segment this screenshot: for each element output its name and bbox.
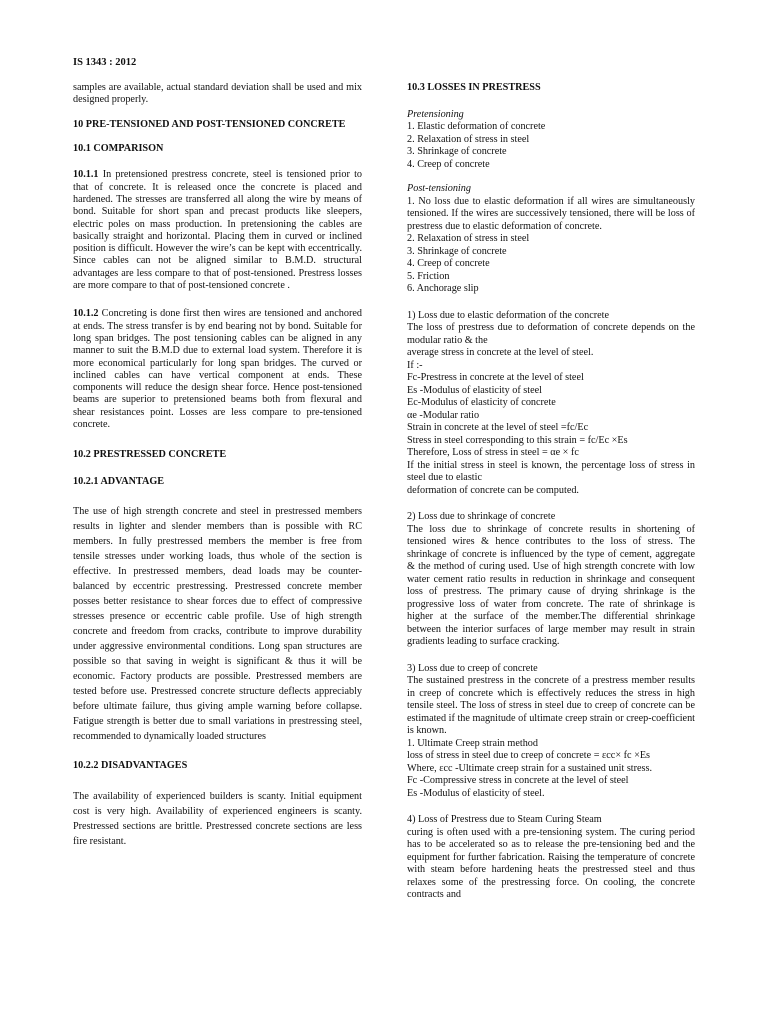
loss-3-line: Es -Modulus of elasticity of steel. bbox=[407, 787, 545, 799]
post-tensioning-item: 4. Creep of concrete bbox=[407, 258, 490, 269]
loss-1-line: 1) Loss due to elastic deformation of the concrete bbox=[407, 309, 609, 321]
paragraph-10-1-1 bbox=[73, 169, 362, 292]
loss-1-line: Therefore, Loss of stress in steel = αe × fc bbox=[407, 447, 579, 458]
document-id: IS 1343 : 2012 bbox=[73, 57, 137, 68]
loss-1-line: Strain in concrete at the level of steel =fc/Ec bbox=[407, 422, 589, 433]
left-column bbox=[73, 82, 362, 849]
loss-3-paragraph: The sustained prestress in the concrete of a prestress member results in creep of concrete which is effectively reduces the stress in high tensile steel. The loss of stress in steel due to creep of concrete can be estimated if the magnitude of ultimate creep strain or creep-coefficient is known. bbox=[407, 675, 695, 736]
loss-2-paragraph: The loss due to shrinkage of concrete results in shortening of tensioned wires & hence contributes to the loss of stress. The shrinkage of concrete is influenced by the type of cement, aggregate & the method of curing used. Use of high strength concrete with low water cement ratio results in reduction in shrinkage and consequent loss of prestress. The primary cause of drying shrinkage is the progressive loss of water from concrete. The rate of shrinkage is higher at the surface of the member.The differential shrinkage between the interior surfaces of large member may result in strain gradients leading to surface cracking. bbox=[407, 523, 695, 647]
loss-1-line: αe -Modular ratio bbox=[407, 409, 480, 421]
paragraph-10-1-2-text: Concreting is done first then wires are tensioned and anchored at ends. The stress transfer is by end bearing not by bond. Suitable for long span bridges. The post tensioning cables can be aligned in any manner to suit the B.M.D due to external load system. Therefore it is more economical particularly for long span bridges. The curved or inclined cables can have vertical component at ends. These components will reduce the design shear force. Hence post-tensioned beams are superior to pretensioned beams both from flexural and shear resistances point. Losses are less compare to pre-tensioned concrete. bbox=[73, 308, 362, 431]
advantage-paragraph: The use of high strength concrete and steel in prestressed members results in lighter and slender members than is possible with RC members. In fully prestressed members the member is free from tensile stresses under working loads, thus whole of the section is effective. In prestressed members, dead loads may be counter-balanced by eccentric prestressing. Prestressed concrete member posses better resistance to shear forces due to effect of compressive stresses presence or eccentric cable profile. Use of high strength concrete and freedom from cracks, contribute to improve durability under aggressive environmental conditions. Long span structures are possible so that saving in weight is significant & thus it will be economic. Factory products are possible. Prestressed members are tested before use. Prestressed concrete structure deflects appreciably before ultimate failure, thus giving ample warning before collapse. Fatigue strength is better due to small variations in prestressing steel, recommended to dynamically loaded structures bbox=[73, 506, 362, 743]
section-10-2-2-heading: 10.2.2 DISADVANTAGES bbox=[73, 760, 188, 772]
paragraph-10-1-2-number: 10.1.2 bbox=[73, 308, 99, 320]
loss-3-line: Fc -Compressive stress in concrete at the level of steel bbox=[407, 775, 629, 786]
pretensioning-item: 2. Relaxation of stress in steel bbox=[407, 133, 530, 145]
section-10-1-heading: 10.1 COMPARISON bbox=[73, 142, 164, 154]
loss-3-heading: 3) Loss due to creep of concrete bbox=[407, 662, 538, 674]
intro-paragraph: samples are available, actual standard deviation shall be used and mix designed properly. bbox=[73, 82, 362, 106]
loss-4-heading: 4) Loss of Prestress due to Steam Curing Steam bbox=[407, 814, 602, 825]
paragraph-10-1-2 bbox=[73, 308, 362, 431]
pretensioning-item: 1. Elastic deformation of concrete bbox=[407, 121, 546, 132]
right-column bbox=[407, 82, 695, 902]
loss-1-line: deformation of concrete can be computed. bbox=[407, 484, 579, 496]
pretensioning-item: 3. Shrinkage of concrete bbox=[407, 146, 507, 157]
loss-1-line: average stress in concrete at the level of steel. bbox=[407, 347, 594, 358]
loss-2-heading: 2) Loss due to shrinkage of concrete bbox=[407, 511, 556, 522]
loss-3-line: Where, εcc -Ultimate creep strain for a sustained unit stress. bbox=[407, 762, 653, 774]
paragraph-10-1-1-text: In pretensioned prestress concrete, steel is tensioned prior to that of concrete. It is released once the concrete is placed and hardened. The stresses are transferred all along the wire by means of bond. Suitable for short span and precast products like sleepers, electric poles on mass production. In pretensioning the cables are basically straight and horizontal. Placing them in curved or inclined position is difficult. However the wire’s can be kept with eccentrically. Since cables can not be aligned similar to B.M.D. structural advantages are less compare to that of post-tensioned. Prestress losses are more compare to that of post-tensioned concrete . bbox=[73, 169, 362, 292]
loss-1-line: If the initial stress in steel is known, the percentage loss of stress in steel due to elastic bbox=[407, 459, 695, 483]
section-10-2-heading: 10.2 PRESTRESSED CONCRETE bbox=[73, 449, 227, 461]
post-tensioning-item: 1. No loss due to elastic deformation if all wires are simultaneously tensioned. If the wires are successively tensioned, there will be loss of prestress due to elastic deformation of concrete. bbox=[407, 195, 695, 232]
post-tensioning-item: 5. Friction bbox=[407, 270, 450, 282]
loss-1-line: The loss of prestress due to deformation of concrete depends on the modular ratio & the bbox=[407, 322, 695, 346]
loss-3-line: 1. Ultimate Creep strain method bbox=[407, 737, 538, 749]
loss-1-line: Es -Modulus of elasticity of steel bbox=[407, 384, 542, 396]
post-tensioning-heading: Post-tensioning bbox=[407, 183, 471, 194]
loss-1-line: Stress in steel corresponding to this strain = fc/Ec ×Es bbox=[407, 434, 628, 446]
disadvantage-paragraph: The availability of experienced builders is scanty. Initial equipment cost is very high. Availability of experienced engineers is scanty. Prestressed sections are brittle. Prestressed concrete sections are less fire resistant. bbox=[73, 790, 362, 847]
section-10-3-heading: 10.3 LOSSES IN PRESTRESS bbox=[407, 82, 541, 93]
pretensioning-heading: Pretensioning bbox=[407, 108, 464, 120]
loss-1-line: Ec-Modulus of elasticity of concrete bbox=[407, 397, 556, 408]
paragraph-10-1-1-number: 10.1.1 bbox=[73, 169, 99, 181]
post-tensioning-item: 6. Anchorage slip bbox=[407, 283, 479, 294]
loss-1-line: If :- bbox=[407, 359, 423, 371]
pretensioning-item: 4. Creep of concrete bbox=[407, 158, 490, 170]
loss-3-line: loss of stress in steel due to creep of concrete = εcc× fc ×Es bbox=[407, 750, 651, 761]
section-10-heading: 10 PRE-TENSIONED AND POST-TENSIONED CONCRETE bbox=[73, 118, 346, 130]
loss-1-line: Fc-Prestress in concrete at the level of steel bbox=[407, 372, 584, 383]
loss-4-paragraph: curing is often used with a pre-tensioning system. The curing period has to be accelerated so as to release the pre-tensioning bed and the equipment for further fabrication. Raising the temperature of concrete with steam before hardening heats the prestressed steel and thus relaxes some of the prestressing force. On cooling, the concrete contracts and bbox=[407, 826, 695, 900]
post-tensioning-item: 2. Relaxation of stress in steel bbox=[407, 233, 530, 244]
post-tensioning-item: 3. Shrinkage of concrete bbox=[407, 245, 507, 257]
section-10-2-1-heading: 10.2.1 ADVANTAGE bbox=[73, 475, 165, 487]
